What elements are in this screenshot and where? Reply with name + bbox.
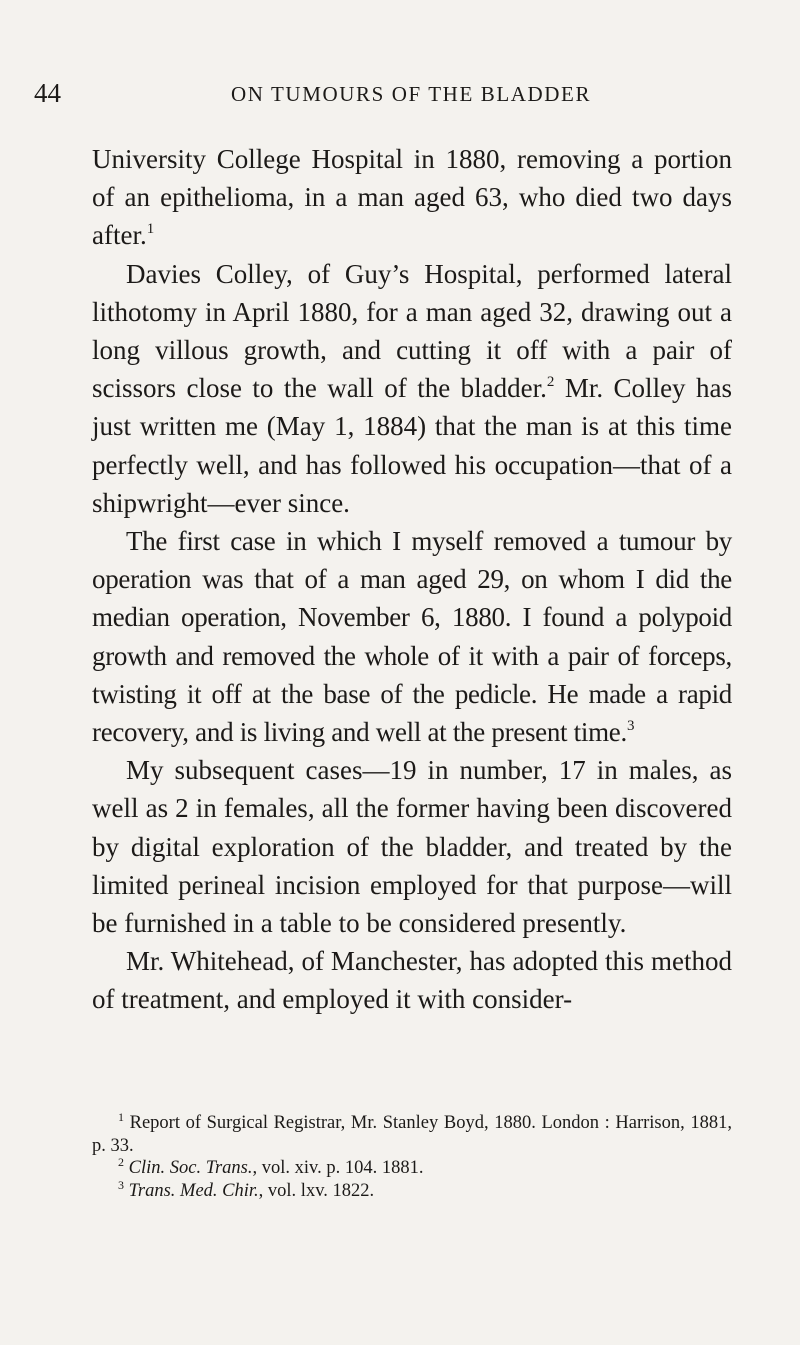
running-head: ON TUMOURS OF THE BLADDER bbox=[231, 82, 592, 106]
paragraph-4 bbox=[92, 751, 732, 942]
footnote-2-rest: , vol. xiv. p. 104. 1881. bbox=[252, 1158, 424, 1178]
footnote-3-rest: , vol. lxv. 1822. bbox=[258, 1180, 375, 1201]
paragraph-3-text: The first case in which I myself removed a tumour by operation was that of a man aged 29, on whom I did the median operation, November 6, 1880. I found a polypoid growth and removed the whole of it with a pair of forceps, twisting it off at the base of the pedicle. He made a rapid recovery, and is living and well at the present time. bbox=[92, 526, 732, 748]
footnote-3 bbox=[92, 1177, 732, 1203]
paragraph-1-text: University College Hospital in 1880, removing a portion of an epithelioma, in a man aged 63, who died two days after. bbox=[92, 144, 732, 251]
paragraph-2-text-a: Davies Colley, of Guy’s Hospital, performed lateral lithotomy in April 1880, for a man aged 32, drawing out a long villous growth, and cutting it off with a pair of scissors close to the wall of the bladder. bbox=[92, 258, 732, 404]
page-header bbox=[34, 78, 734, 114]
paragraph-2 bbox=[92, 255, 732, 522]
paragraph-3 bbox=[92, 522, 732, 751]
body-text bbox=[92, 140, 732, 1019]
paragraph-5-text: Mr. Whitehead, of Manchester, has adopted this method of treatment, and employed it with consider- bbox=[92, 946, 732, 1015]
footnote-2-mark: 2 bbox=[118, 1155, 124, 1169]
paragraph-1 bbox=[92, 140, 732, 255]
paragraph-2-text-b: Mr. Colley has just written me (May 1, 1884) that the man is at this time perfectly well, and has followed his occupation—that of a shipwright—ever since. bbox=[92, 373, 732, 518]
paragraph-4-text: My subsequent cases—19 in number, 17 in males, as well as 2 in females, all the former having been discovered by digital exploration of the bladder, and treated by the limited perineal incision employed for that purpose—will be furnished in a table to be considered presently. bbox=[92, 755, 732, 939]
footnote-1 bbox=[92, 1112, 732, 1157]
footnote-ref-3: 3 bbox=[626, 718, 635, 735]
footnote-1-text: Report of Surgical Registrar, Mr. Stanley Boyd, 1880. London : Harrison, 1881, p. 33. bbox=[92, 1113, 732, 1156]
footnote-3-mark: 3 bbox=[118, 1177, 124, 1192]
paragraph-5 bbox=[92, 942, 732, 1018]
footnote-2-title: Clin. Soc. Trans. bbox=[128, 1158, 253, 1178]
page-number: 44 bbox=[34, 78, 61, 108]
footnote-2 bbox=[92, 1157, 732, 1180]
footnotes bbox=[92, 1112, 732, 1202]
footnote-ref-1: 1 bbox=[146, 221, 155, 238]
footnote-1-mark: 1 bbox=[118, 1110, 124, 1124]
footnote-ref-2: 2 bbox=[546, 374, 555, 391]
footnote-3-title: Trans. Med. Chir. bbox=[128, 1180, 259, 1201]
